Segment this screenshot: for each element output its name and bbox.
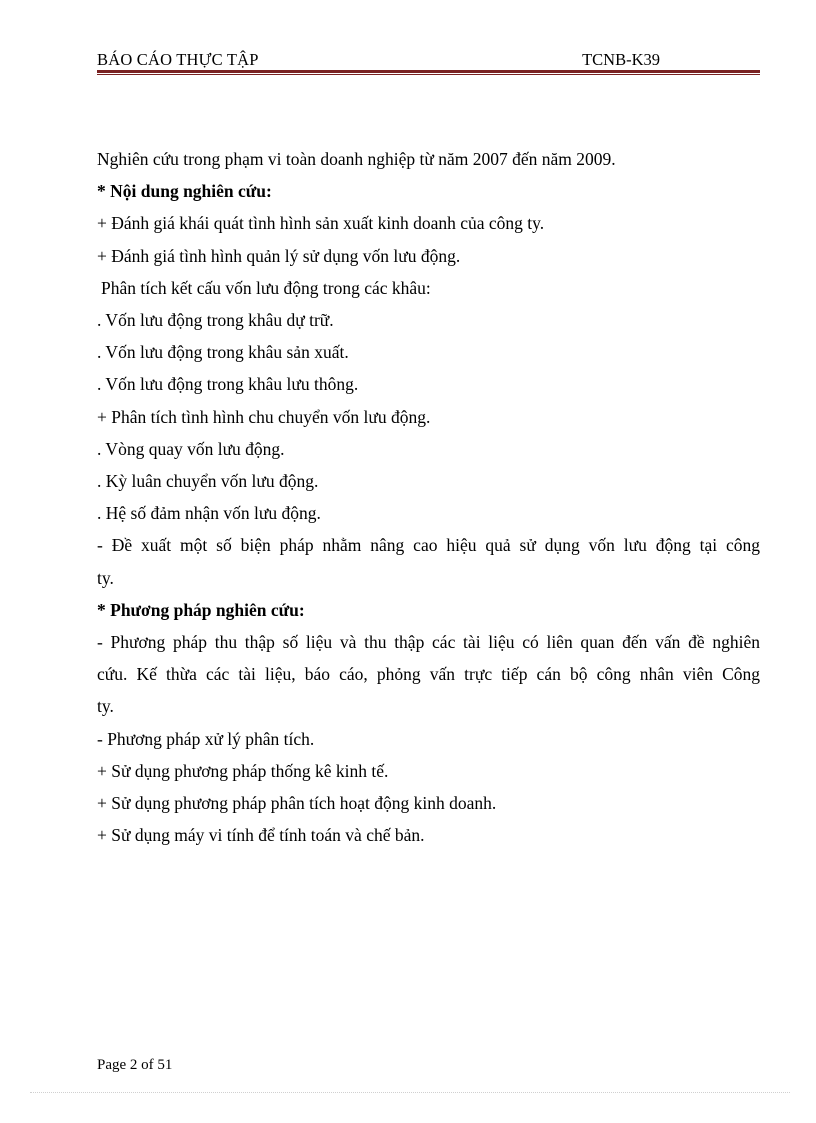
body-line: - Đề xuất một số biện pháp nhằm nâng cao hiệu quả sử dụng vốn lưu động tại công — [97, 535, 760, 556]
section-heading-content: * Nội dung nghiên cứu: — [97, 181, 272, 202]
body-line: . Vốn lưu động trong khâu lưu thông. — [97, 374, 359, 395]
body-line: Phân tích kết cấu vốn lưu động trong các khâu: — [101, 277, 431, 298]
body-line: ty. — [97, 696, 114, 717]
body-line: + Sử dụng phương pháp thống kê kinh tế. — [97, 760, 389, 781]
header-divider-thick — [97, 70, 760, 73]
header-divider — [97, 70, 760, 76]
header-divider-thin — [97, 74, 760, 75]
body-line: . Kỳ luân chuyển vốn lưu động. — [97, 471, 319, 492]
body-line: . Vòng quay vốn lưu động. — [97, 438, 285, 459]
body-line: + Đánh giá tình hình quản lý sử dụng vốn lưu động. — [97, 245, 461, 266]
body-line: ty. — [97, 567, 114, 588]
body-line: - Phương pháp thu thập số liệu và thu thập các tài liệu có liên quan đến vấn đề nghiên — [97, 632, 760, 653]
body-line: . Vốn lưu động trong khâu dự trữ. — [97, 310, 334, 331]
body-line: + Đánh giá khái quát tình hình sản xuất kinh doanh của công ty. — [97, 213, 545, 234]
page-bottom-divider — [30, 1092, 790, 1093]
page-number: Page 2 of 51 — [97, 1057, 173, 1073]
page-header — [97, 50, 760, 70]
body-line: + Sử dụng máy vi tính để tính toán và chế bản. — [97, 825, 425, 846]
body-line: + Sử dụng phương pháp phân tích hoạt động kinh doanh. — [97, 793, 497, 814]
header-title: BÁO CÁO THỰC TẬP — [97, 50, 259, 69]
body-line: cứu. Kế thừa các tài liệu, báo cáo, phỏng vấn trực tiếp cán bộ công nhân viên Công — [97, 664, 760, 685]
body-line: . Vốn lưu động trong khâu sản xuất. — [97, 342, 349, 363]
body-line: + Phân tích tình hình chu chuyển vốn lưu động. — [97, 406, 431, 427]
section-heading-method: * Phương pháp nghiên cứu: — [97, 599, 305, 620]
body-line: - Phương pháp xử lý phân tích. — [97, 728, 315, 749]
body-line: . Hệ số đảm nhận vốn lưu động. — [97, 503, 321, 524]
document-body — [97, 143, 760, 851]
scope-line: Nghiên cứu trong phạm vi toàn doanh nghiệp từ năm 2007 đến năm 2009. — [97, 149, 616, 169]
header-code: TCNB-K39 — [582, 50, 660, 69]
